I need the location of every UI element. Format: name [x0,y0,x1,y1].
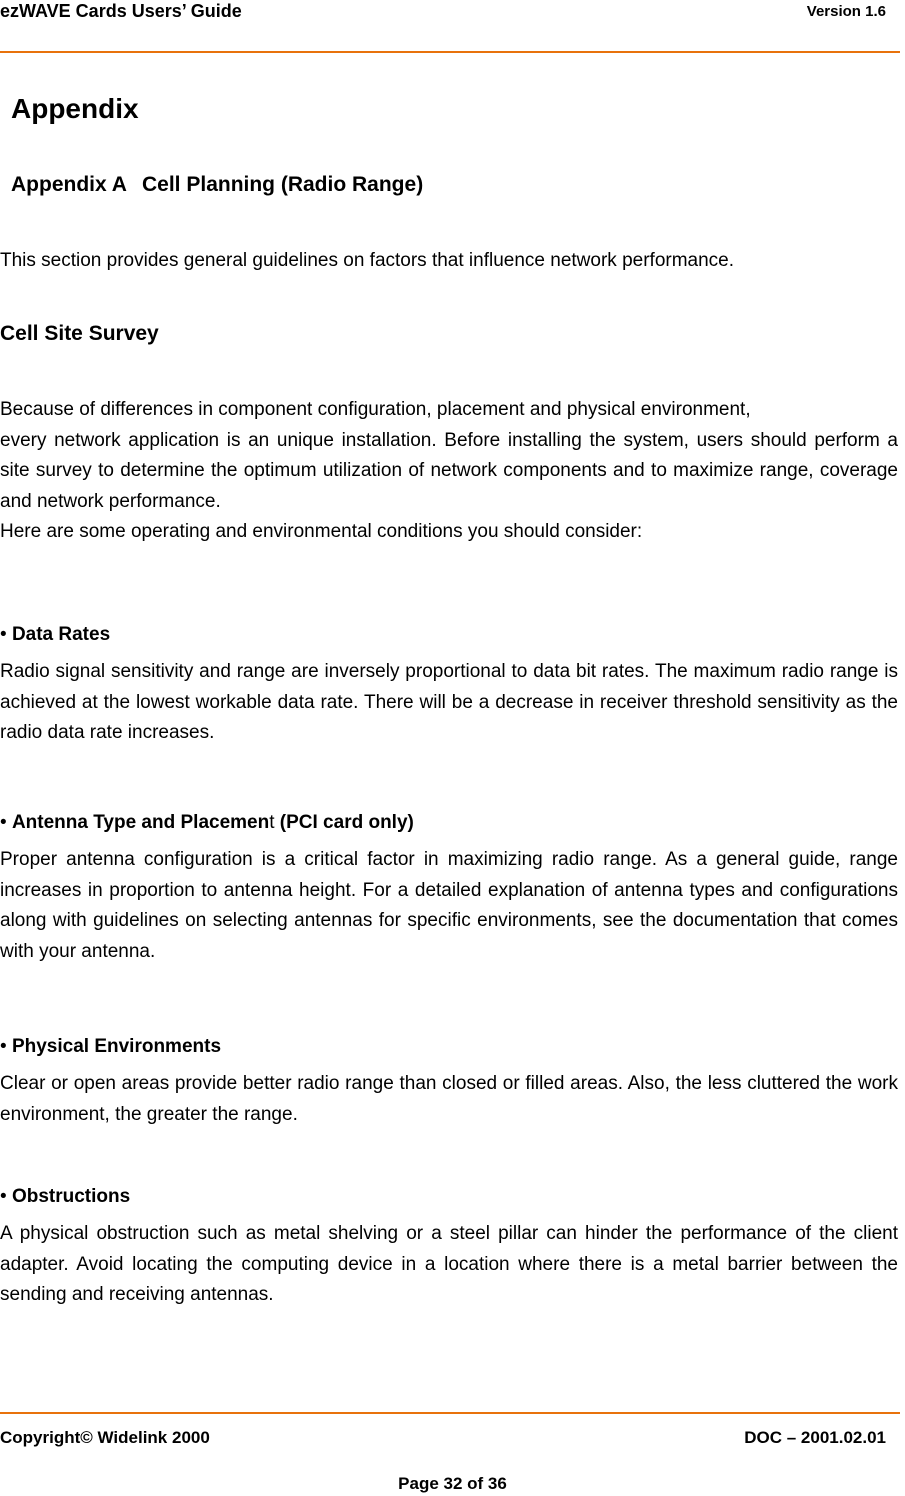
appendix-a-heading [11,173,423,197]
obstructions-title: Obstructions [11,1186,131,1207]
appendix-heading: Appendix [11,93,139,124]
copyright: Copyright© Widelink 2000 [0,1428,210,1447]
bullet: • [0,1036,7,1057]
data-rates-heading [0,620,110,651]
cell-site-survey-heading: Cell Site Survey [0,322,159,345]
version-label: Version 1.6 [806,3,886,20]
antenna-title-suffix: (PCI card only) [274,812,414,833]
data-rates-title: Data Rates [11,624,111,645]
document-title: ezWAVE Cards Users’ Guide [0,1,242,21]
obstructions-body: A physical obstruction such as metal shelving or a steel pillar can hinder the performance of the client adapter. Avoid locating the computing device in a location where there is a metal barrier between the sending and receiving antennas. [0,1223,898,1305]
physical-title: Physical Environments [11,1036,222,1057]
bullet: • [0,624,7,645]
appendix-a-title: Cell Planning (Radio Range) [142,173,424,196]
antenna-title: Antenna Type and Placemen [11,812,270,833]
header-rule [0,51,900,53]
footer-rule [0,1412,900,1414]
antenna-body: Proper antenna configuration is a critical factor in maximizing radio range. As a general guide, range increases in proportion to antenna height. For a detailed explanation of antenna types and configurations along with guidelines on selecting antennas for specific environments, see the documentation that comes with your antenna. [0,849,898,962]
survey-paragraph [0,395,905,548]
intro-paragraph: This section provides general guidelines on factors that influence network performance. [0,250,735,271]
antenna-title-t: t [269,812,275,833]
doc-number: DOC – 2001.02.01 [744,1428,886,1447]
bullet: • [0,1186,7,1207]
survey-body: every network application is an unique installation. Before installing the system, users should perform a site survey to determine the optimum utilization of network components and to maximize range, coverage and network performance. [0,429,898,512]
data-rates-body: Radio signal sensitivity and range are inversely proportional to data bit rates. The maximum radio range is achieved at the lowest workable data rate. There will be a decrease in receiver threshold sensitivity as the radio data rate increases. [0,661,898,743]
page-number: Page 32 of 36 [398,1474,507,1493]
conditions-line: Here are some operating and environmental conditions you should consider: [0,521,643,542]
survey-first-line: Because of differences in component configuration, placement and physical environment, [0,399,751,420]
appendix-a-number: Appendix A [11,173,127,196]
antenna-heading [0,808,414,839]
obstructions-heading [0,1182,130,1213]
bullet: • [0,812,7,833]
physical-heading [0,1032,221,1063]
physical-body: Clear or open areas provide better radio range than closed or filled areas. Also, the less cluttered the work environment, the greater the range. [0,1073,898,1125]
